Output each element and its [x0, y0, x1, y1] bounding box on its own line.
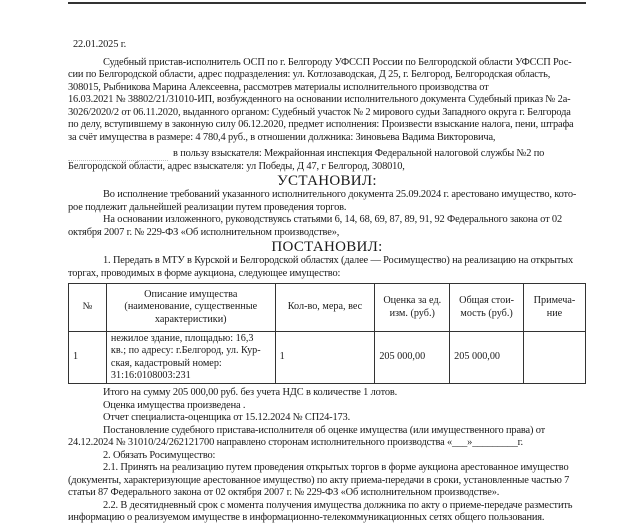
cell-number: 1: [69, 332, 107, 384]
established-line: Во исполнение требований указанного исполнительного документа 25.09.2024 г. арестовано имущество, кото-: [103, 189, 577, 200]
intro-line: по делу, вступившему в законную силу 06.12.2020, предмет исполнения: Произвести взыскание налога, пени, штрафа: [68, 119, 574, 130]
item2-2-line: 2.2. В десятидневный срок с момента получения имущества должника по акту о приеме-передаче разместить: [103, 499, 573, 511]
table-header-row: [69, 284, 586, 332]
cell-total: 205 000,00: [450, 332, 524, 384]
intro-line: 308015, Рыбникова Марина Алексеевна, рассмотрев материалы исполнительного производства от: [68, 81, 489, 93]
intro-line: за счёт имущества в размере: 4 780,4 руб., в отношении должника: Зиновьева Вадима Викторовича,: [68, 131, 496, 143]
col-note: Примеча-ние: [524, 284, 586, 332]
col-unit-price: Оценка за ед. изм. (руб.): [375, 284, 450, 332]
intro-line: 3026/2020/2 от 06.11.2020, выданного органом: Судебный участок № 2 мирового судьи Западного округа г. Белгорода: [68, 106, 571, 118]
cell-quantity: 1: [275, 332, 375, 384]
item2-2-line: информацию о реализуемом имуществе в информационно-телекоммуникационных сетях общего пользования.: [68, 512, 545, 524]
item2-line: 2. Обязать Росимущество:: [103, 449, 216, 461]
document-page: [68, 0, 586, 525]
col-total: Общая стои-мость (руб.): [450, 284, 524, 332]
claimant-line: в пользу взыскателя: Межрайонная инспекция Федеральной налоговой службы №2 по: [173, 148, 545, 159]
resolution-line: 24.12.2024 № 31010/24/262121700 направлено сторонам исполнительного производства «___»_________г.: [68, 437, 523, 449]
property-table: [68, 283, 586, 384]
cell-description: нежилое здание, площадью: 16,3 кв.; по адресу: г.Белгород, ул. Кур-ская, кадастровый номер: 31:16:0108003:231: [106, 332, 275, 384]
resolution-line: Постановление судебного пристава-исполнителя об оценке имущества (или имущественного права) от: [103, 424, 546, 436]
established-line: На основании изложенного, руководствуясь статьями 6, 14, 68, 69, 87, 89, 91, 92 Федерального закона от 02: [103, 214, 563, 225]
header-rule: [68, 2, 586, 4]
cell-note: [524, 332, 586, 384]
item1-line: торгах, проводимых в форме аукциона, следующее имущество:: [68, 267, 341, 279]
intro-line: сии по Белгородской области, адрес подразделения: ул. Котлозаводская, Д 25, г. Белгород, Белгородская область,: [68, 69, 551, 80]
report-line: Отчет специалиста-оценщика от 15.12.2024 № СП24-173.: [103, 412, 351, 424]
cell-unit-price: 205 000,00: [375, 332, 450, 384]
col-number: №: [69, 284, 107, 332]
table-row: [69, 332, 586, 384]
heading-resolved: ПОСТАНОВИЛ:: [271, 239, 383, 255]
claimant-row: [68, 148, 586, 161]
redacted-area: [68, 151, 168, 161]
intro-line: 16.03.2021 № 38802/21/31010-ИП, возбужденного на основании исполнительного документа Судебный приказ № 2а-: [68, 94, 571, 105]
valuation-line: Оценка имущества произведена .: [103, 399, 246, 411]
item1-line: 1. Передать в МТУ в Курской и Белгородской областях (далее — Росимущество) на реализацию на открытых: [103, 255, 573, 266]
heading-established: УСТАНОВИЛ:: [277, 173, 377, 189]
col-quantity: Кол-во, мера, вес: [275, 284, 375, 332]
document-date: 22.01.2025 г.: [73, 39, 127, 50]
claimant-line: Белгородской области, адрес взыскателя: ул Победы, Д 47, г Белгород, 308010,: [68, 160, 405, 172]
item2-1-line: (документы, характеризующие арестованное имущество) по акту приема-передачи в сроки, установленные частью 7: [68, 474, 570, 486]
item2-1-line: статьи 87 Федерального закона от 02 октября 2007 г. № 229-ФЗ «Об исполнительном производстве».: [68, 487, 500, 499]
established-line: октября 2007 г. № 229-ФЗ «Об исполнительном производстве»,: [68, 226, 340, 238]
total-line: Итого на сумму 205 000,00 руб. без учета НДС в количестве 1 лотов.: [103, 387, 398, 399]
established-line: рое подлежит дальнейшей реализации путем проведения торгов.: [68, 201, 347, 213]
item2-1-line: 2.1. Принять на реализацию путем проведения открытых торгов в форме аукциона арестованное имущество: [103, 462, 569, 474]
col-description: Описание имущества (наименование, существенные характеристики): [106, 284, 275, 332]
intro-line: Судебный пристав-исполнитель ОСП по г. Белгороду УФССП России по Белгородской области УФССП Рос-: [103, 56, 572, 68]
